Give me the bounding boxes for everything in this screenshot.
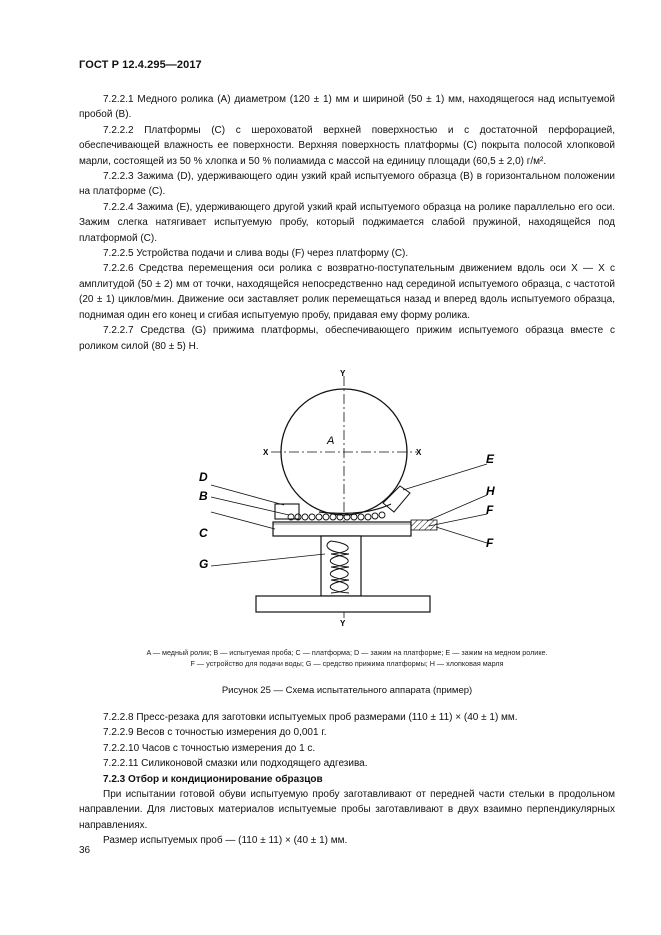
label-g: G bbox=[199, 557, 209, 571]
paragraph: 7.2.2.4 Зажима (Е), удерживающего другой узкий край испытуемого образца на ролике параллельно его оси. Зажим слегка натягивает испытуемую пробу, который поджимается слабой пружиной, находящейся под платформой (С). bbox=[79, 201, 615, 244]
label-e: E bbox=[486, 452, 495, 466]
section-heading: 7.2.3 Отбор и кондиционирование образцов bbox=[103, 773, 323, 785]
x-axis-label-right: X bbox=[416, 448, 422, 457]
paragraph: 7.2.2.5 Устройства подачи и слива воды (F) через платформу (С). bbox=[103, 248, 409, 260]
label-b: B bbox=[199, 489, 208, 503]
specimen-wrap bbox=[319, 504, 391, 513]
figure-caption: Рисунок 25 — Схема испытательного аппарата (пример) bbox=[221, 685, 473, 696]
paragraph: 7.2.2.3 Зажима (D), удерживающего один узкий край испытуемого образца (В) в горизонтальном положении на платформе (С). bbox=[79, 171, 615, 198]
y-axis-label-bottom: Y bbox=[340, 619, 346, 628]
base-plate bbox=[256, 596, 430, 612]
legend-line: F — устройство для подачи воды; G — средство прижима платформы; H — хлопковая марля bbox=[190, 659, 504, 668]
paragraph: 7.2.2.7 Средства (G) прижима платформы, обеспечивающего прижим испытуемого образца вместе с роликом силой (80 ± 5) Н. bbox=[79, 325, 615, 352]
document-header: ГОСТ Р 12.4.295—2017 bbox=[79, 59, 202, 71]
x-axis-label-left: X bbox=[263, 448, 269, 457]
label-f-top: F bbox=[486, 503, 494, 517]
paragraph: 7.2.2.11 Силиконовой смазки или подходящего адгезива. bbox=[103, 758, 368, 770]
paragraph: 7.2.2.1 Медного ролика (А) диаметром (120 ± 1) мм и шириной (50 ± 1) мм, находящегося над испытуемой пробой (В). bbox=[79, 94, 615, 121]
figure-legend bbox=[79, 647, 615, 669]
paragraph: Размер испытуемых проб — (110 ± 11) × (40 ± 1) мм. bbox=[103, 835, 348, 847]
label-f-bottom: F bbox=[486, 536, 494, 550]
label-h: H bbox=[486, 484, 495, 498]
page-number: 36 bbox=[79, 845, 91, 856]
paragraph: 7.2.2.6 Средства перемещения оси ролика с возвратно-поступательным движением вдоль оси Х — Х с амплитудой (50 ± 2) мм от точки, находящейся непосредственно над серединой испытуемого образца, с частотой (20 ± 1) циклов/мин. Движение оси заставляет ролик перемещаться назад и вперед вдоль испытуемого образца, поднимая один его конец и сгибая испытуемую пробу, придавая ему форму ролика. bbox=[79, 263, 615, 321]
paragraph: При испытании готовой обуви испытуемую пробу заготавливают от передней части стельки в продольном направлении. Для листовых материалов испытуемые пробы заготавливают в двух взаимно перпендикулярных направлениях. bbox=[79, 789, 615, 831]
label-d: D bbox=[199, 470, 208, 484]
legend-line: A — медный ролик; B — испытуемая проба; C — платформа; D — зажим на платформе; E — зажим на медном ролике. bbox=[146, 648, 548, 657]
paragraph: 7.2.2.9 Весов с точностью измерения до 0,001 г. bbox=[103, 727, 327, 739]
body-text-bottom bbox=[79, 710, 615, 849]
label-c: C bbox=[199, 526, 208, 540]
paragraph: 7.2.2.2 Платформы (С) с шероховатой верхней поверхностью и с достаточной перфорацией, обеспечивающей влажность ее поверхности. Верхняя поверхность платформы (С) покрыта полосой хлопковой марли, состоящей из 50 % хлопка и 50 % полиамида с массой на единицу площади (60,5 ± 2,0) г/м². bbox=[79, 124, 615, 167]
body-text-top bbox=[79, 92, 615, 354]
apparatus-diagram bbox=[79, 366, 615, 628]
y-axis-label-top: Y bbox=[340, 369, 346, 378]
paragraph: 7.2.2.10 Часов с точностью измерения до 1 с. bbox=[103, 742, 316, 754]
paragraph: 7.2.2.8 Пресс-резака для заготовки испытуемых проб размерами (110 ± 11) × (40 ± 1) мм. bbox=[103, 712, 518, 723]
roller-label: A bbox=[327, 435, 335, 447]
roller-clamp bbox=[383, 486, 410, 512]
